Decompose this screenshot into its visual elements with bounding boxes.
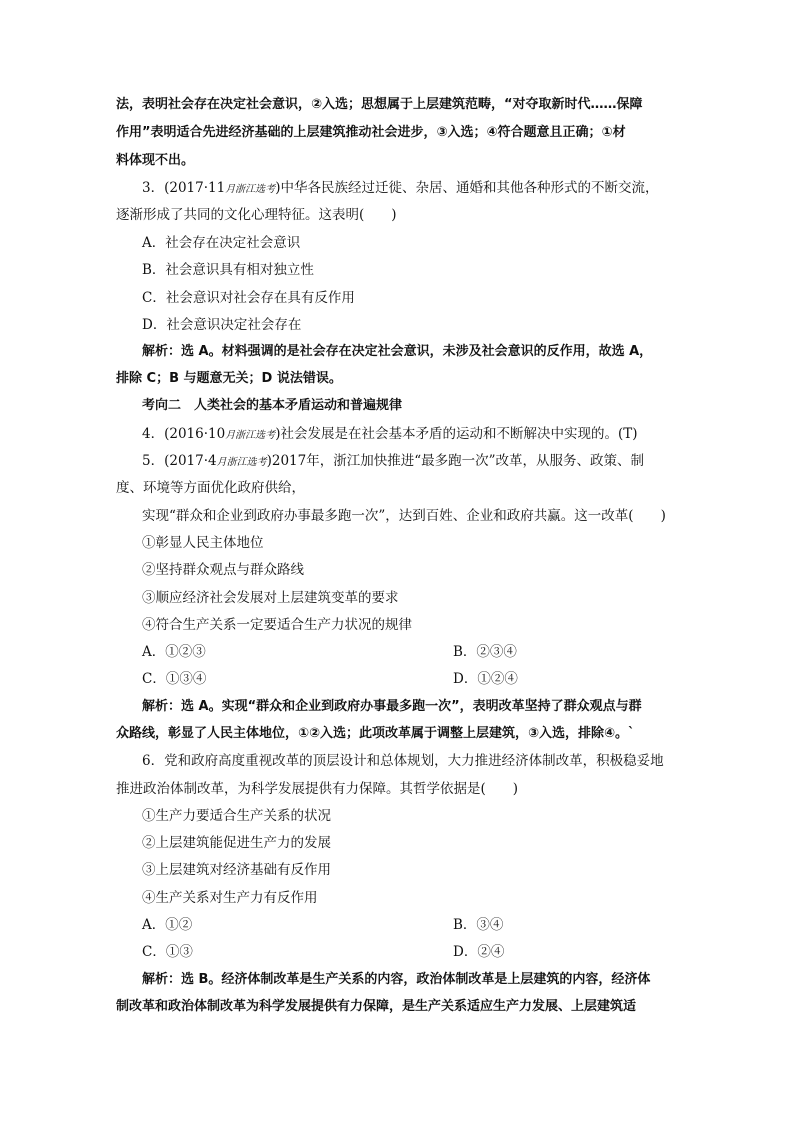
q5-item: ①彰显人民主体地位 [142,535,264,551]
q3-option-a: A．社会存在决定社会意识 [142,235,301,251]
q5-stem: 5．(2017·4月浙江选考)2017年，浙江加快推进“最多跑一次”改革，从服务、政策、制 [142,453,645,469]
q5-option-d: D．①②④ [453,671,518,687]
q3-option-d: D．社会意识决定社会存在 [142,317,302,333]
q6-item: ③上层建筑对经济基础有反作用 [142,862,331,878]
q6-option-c: C．①③ [142,944,193,960]
q3-option-c: C．社会意识对社会存在具有反作用 [142,290,355,306]
q6-options-ab [142,915,662,935]
q6-option-a: A．①② [142,917,193,933]
q6-analysis: 解析：选 B。经济体制改革是生产关系的内容，政治体制改革是上层建筑的内容，经济体 [142,972,651,987]
analysis-line: 作用”表明适合先进经济基础的上层建筑推动社会进步，③入选；④符合题意且正确；①材 [116,125,626,140]
q6-options-cd [142,942,662,962]
q3-analysis: 解析：选 A。材料强调的是社会存在决定社会意识，未涉及社会意识的反作用，故选 A， [142,344,653,359]
q5-analysis-cont: 众路线，彰显了人民主体地位，①②入选；此项改革属于调整上层建筑，③入选，排除④。` [116,726,635,741]
question-number: 3．(2017·11 [142,180,226,196]
q5-item: ④符合生产关系一定要适合生产力状况的规律 [142,617,412,633]
q6-stem: 6．党和政府高度重视改革的顶层设计和总体规划，大力推进经济体制改革，积极稳妥地 [142,753,664,769]
q5-options-cd [142,669,662,689]
q6-option-d: D．②④ [453,944,505,960]
section-heading: 考向二 人类社会的基本矛盾运动和普遍规律 [142,398,403,413]
q5-stem-cont: 实现“群众和企业到政府办事最多跑一次”，达到百姓、企业和政府共赢。这一改革( ) [142,508,666,524]
q5-analysis: 解析：选 A。实现“群众和企业到政府办事最多跑一次”，表明改革坚持了群众观点与群 [142,699,642,714]
q6-analysis-cont: 制改革和政治体制改革为科学发展提供有力保障，是生产关系适应生产力发展、上层建筑适 [116,999,637,1014]
q4-stem: 4．(2016·10月浙江选考)社会发展是在社会基本矛盾的运动和不断解决中实现的。(T) [142,426,638,442]
q3-stem: 3．(2017·11月浙江选考)中华各民族经过迁徙、杂居、通婚和其他各种形式的不断交流， [142,180,659,196]
question-source: 月浙江选考 [225,430,276,441]
question-number: 5．(2017·4 [142,453,217,469]
q6-item: ①生产力要适合生产关系的状况 [142,808,331,824]
q5-options-ab [142,642,662,662]
q5-option-c: C．①③④ [142,671,207,687]
q5-option-b: B．②③④ [453,644,517,660]
q6-option-b: B．③④ [453,917,504,933]
q5-item: ②坚持群众观点与群众路线 [142,562,304,578]
q6-item: ②上层建筑能促进生产力的发展 [142,835,331,851]
question-source: 月浙江选考 [216,457,267,468]
q6-stem-cont: 推进政治体制改革，为科学发展提供有力保障。其哲学依据是( ) [116,781,519,797]
q3-stem-cont: 逐渐形成了共同的文化心理特征。这表明( ) [116,207,397,223]
q3-option-b: B．社会意识具有相对独立性 [142,262,314,278]
q5-stem-cont: 度、环境等方面优化政府供给， [116,480,305,496]
analysis-line: 料体现不出。 [116,153,195,168]
q3-analysis-cont: 排除 C；B 与题意无关；D 说法错误。 [116,371,342,386]
q5-option-a: A．①②③ [142,644,206,660]
analysis-line: 法，表明社会存在决定社会意识，②入选；思想属于上层建筑范畴，“对夺取新时代……保障 [116,97,643,112]
q5-item: ③顺应经济社会发展对上层建筑变革的要求 [142,590,399,606]
q6-item: ④生产关系对生产力有反作用 [142,890,318,906]
question-number: 4．(2016·10 [142,426,226,442]
question-source: 月浙江选考 [225,184,276,195]
